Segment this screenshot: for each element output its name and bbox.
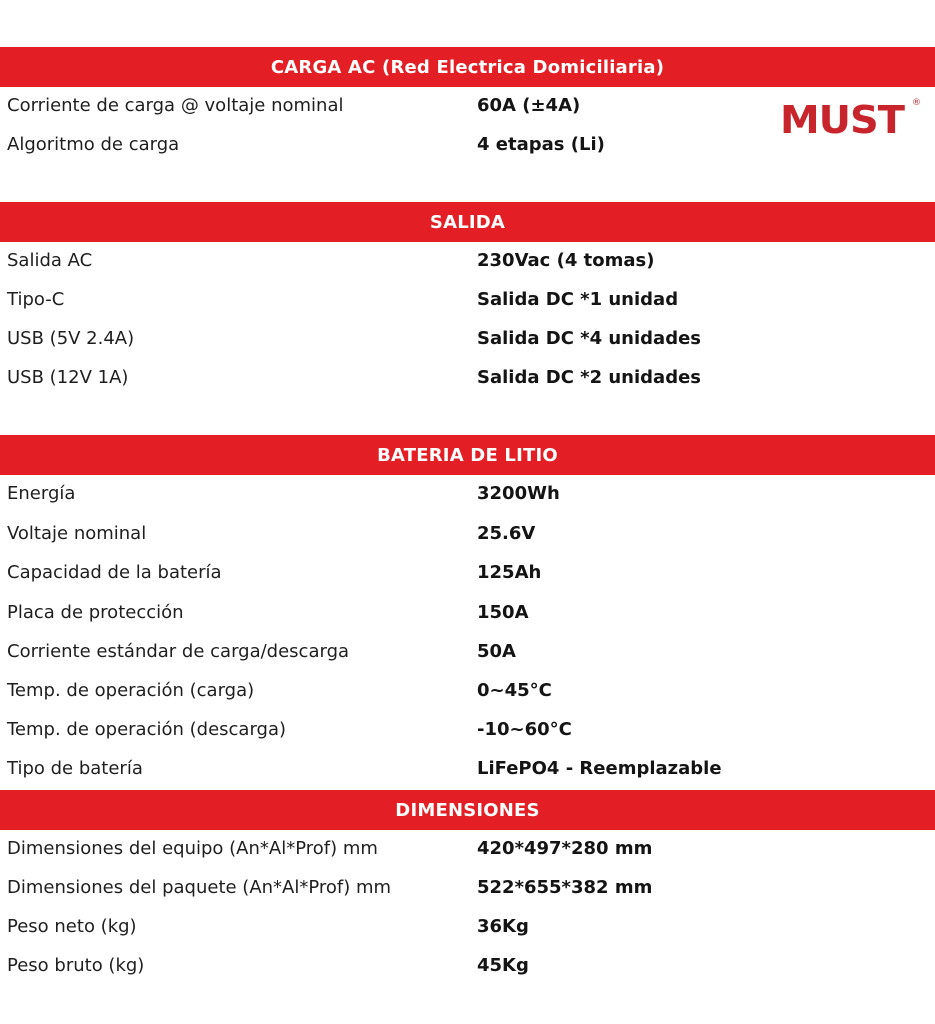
spec-label: Dimensiones del paquete (An*Al*Prof) mm bbox=[7, 877, 392, 898]
spec-label: Peso neto (kg) bbox=[7, 916, 137, 937]
spec-row bbox=[0, 474, 935, 513]
spec-value: 50A bbox=[477, 641, 516, 662]
spec-label: USB (12V 1A) bbox=[7, 367, 129, 388]
spec-row bbox=[0, 671, 935, 710]
spec-value: 4 etapas (Li) bbox=[477, 134, 605, 155]
spec-value: 0~45°C bbox=[477, 680, 552, 701]
spec-value: 3200Wh bbox=[477, 483, 560, 504]
spec-value: 36Kg bbox=[477, 916, 529, 937]
spec-row bbox=[0, 280, 935, 319]
spec-label: Tipo-C bbox=[7, 289, 65, 310]
registered-mark-icon: ® bbox=[912, 98, 921, 108]
spec-label: Dimensiones del equipo (An*Al*Prof) mm bbox=[7, 838, 378, 859]
spec-label: Placa de protección bbox=[7, 602, 184, 623]
section-header-salida: SALIDA bbox=[0, 202, 935, 242]
spec-row bbox=[0, 593, 935, 632]
spec-label: Energía bbox=[7, 483, 76, 504]
spec-label: Algoritmo de carga bbox=[7, 134, 180, 155]
spec-row bbox=[0, 710, 935, 749]
spec-label: Voltaje nominal bbox=[7, 523, 147, 544]
section-header-bateria: BATERIA DE LITIO bbox=[0, 435, 935, 475]
spec-value: Salida DC *4 unidades bbox=[477, 328, 702, 349]
spec-value: -10~60°C bbox=[477, 719, 572, 740]
spec-label: Temp. de operación (descarga) bbox=[7, 719, 287, 740]
spec-label: Corriente de carga @ voltaje nominal bbox=[7, 95, 344, 116]
spec-value: Salida DC *1 unidad bbox=[477, 289, 679, 310]
spec-label: Salida AC bbox=[7, 250, 93, 271]
spec-label: Capacidad de la batería bbox=[7, 562, 222, 583]
spec-row bbox=[0, 749, 935, 788]
spec-value: 230Vac (4 tomas) bbox=[477, 250, 655, 271]
spec-row bbox=[0, 514, 935, 553]
spec-label: Tipo de batería bbox=[7, 758, 143, 779]
spec-value: Salida DC *2 unidades bbox=[477, 367, 702, 388]
spec-row bbox=[0, 868, 935, 907]
spec-value: LiFePO4 - Reemplazable bbox=[477, 758, 722, 779]
spec-label: USB (5V 2.4A) bbox=[7, 328, 135, 349]
spec-row bbox=[0, 632, 935, 671]
spec-row bbox=[0, 907, 935, 946]
spec-row bbox=[0, 553, 935, 592]
spec-value: 25.6V bbox=[477, 523, 536, 544]
spec-row bbox=[0, 946, 935, 985]
spec-value: 60A (±4A) bbox=[477, 95, 581, 116]
spec-row bbox=[0, 241, 935, 280]
logo-text: MUST bbox=[780, 98, 904, 142]
section-header-carga-ac: CARGA AC (Red Electrica Domiciliaria) bbox=[0, 47, 935, 87]
spec-row bbox=[0, 358, 935, 397]
spec-value: 420*497*280 mm bbox=[477, 838, 653, 859]
spec-value: 45Kg bbox=[477, 955, 529, 976]
spec-value: 125Ah bbox=[477, 562, 542, 583]
spec-row bbox=[0, 829, 935, 868]
spec-value: 522*655*382 mm bbox=[477, 877, 653, 898]
spec-label: Corriente estándar de carga/descarga bbox=[7, 641, 350, 662]
spec-label: Peso bruto (kg) bbox=[7, 955, 145, 976]
spec-label: Temp. de operación (carga) bbox=[7, 680, 255, 701]
must-logo bbox=[780, 96, 912, 146]
section-header-dimensiones: DIMENSIONES bbox=[0, 790, 935, 830]
spec-row bbox=[0, 319, 935, 358]
spec-value: 150A bbox=[477, 602, 529, 623]
